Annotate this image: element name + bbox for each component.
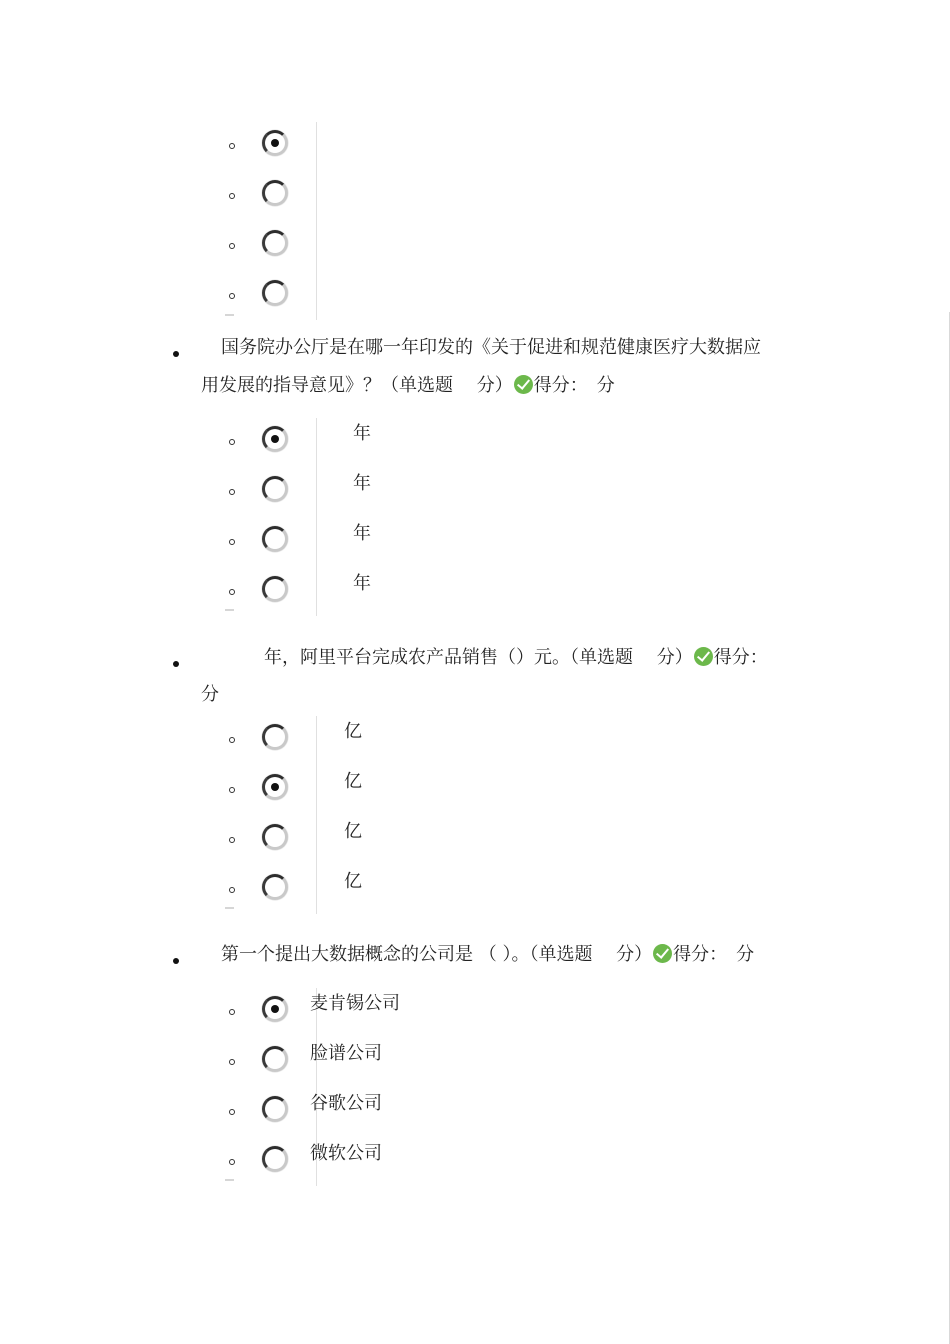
q2-title-line2	[201, 373, 615, 399]
radio-button-icon[interactable]	[262, 1146, 288, 1172]
radio-button-icon[interactable]	[262, 1096, 288, 1122]
q1-option-d[interactable]	[0, 272, 950, 322]
option-bullet-icon	[229, 1059, 235, 1065]
q3-option-a[interactable]	[0, 716, 950, 766]
check-circle-icon	[514, 375, 533, 394]
q3-option-b[interactable]	[0, 766, 950, 816]
q3-title-line2: 分	[201, 684, 219, 705]
option-bullet-icon	[229, 887, 235, 893]
option-bullet-icon	[229, 539, 235, 545]
q4-title-line1	[221, 942, 754, 968]
option-bullet-icon	[229, 439, 235, 445]
q4-title-text: 第一个提出大数据概念的公司是 （ ）。（单选题 分）	[221, 944, 653, 965]
q2-title-line1: 国务院办公厅是在哪一年印发的《关于促进和规范健康医疗大数据应	[221, 337, 761, 358]
q3-title-line1	[264, 645, 768, 671]
question-bullet-icon	[173, 351, 179, 357]
q4-option-b[interactable]	[0, 1038, 950, 1088]
radio-button-icon[interactable]	[262, 180, 288, 206]
option-bullet-icon	[229, 193, 235, 199]
option-label: 脸谱公司	[310, 1043, 382, 1064]
radio-button-icon[interactable]	[262, 774, 288, 800]
q2-option-c[interactable]	[0, 518, 950, 568]
q4-score-label: 得分： 分	[673, 944, 755, 965]
q4-option-c[interactable]	[0, 1088, 950, 1138]
q1-option-a[interactable]	[0, 122, 950, 172]
check-circle-icon	[694, 647, 713, 666]
q4-option-a[interactable]	[0, 988, 950, 1038]
question-bullet-icon	[173, 661, 179, 667]
radio-button-icon[interactable]	[262, 874, 288, 900]
q2-option-d[interactable]	[0, 568, 950, 618]
radio-button-icon[interactable]	[262, 724, 288, 750]
q2-score-label: 得分： 分	[533, 375, 615, 396]
radio-button-icon[interactable]	[262, 824, 288, 850]
radio-button-icon[interactable]	[262, 230, 288, 256]
option-label: 亿	[344, 871, 362, 892]
option-bullet-icon	[229, 837, 235, 843]
option-bullet-icon	[229, 143, 235, 149]
radio-button-icon[interactable]	[262, 130, 288, 156]
q2-option-a[interactable]	[0, 418, 950, 468]
option-bullet-icon	[229, 1109, 235, 1115]
group-end-mark	[225, 609, 234, 611]
option-label: 年	[353, 423, 371, 444]
radio-button-icon[interactable]	[262, 280, 288, 306]
option-label: 微软公司	[310, 1143, 382, 1164]
q3-option-d[interactable]	[0, 866, 950, 916]
option-label: 亿	[344, 721, 362, 742]
group-end-mark	[225, 314, 234, 316]
q2-option-b[interactable]	[0, 468, 950, 518]
radio-button-icon[interactable]	[262, 476, 288, 502]
radio-button-icon[interactable]	[262, 1046, 288, 1072]
option-label: 亿	[344, 821, 362, 842]
option-bullet-icon	[229, 787, 235, 793]
option-bullet-icon	[229, 1009, 235, 1015]
option-label: 亿	[344, 771, 362, 792]
group-end-mark	[225, 907, 234, 909]
q1-option-b[interactable]	[0, 172, 950, 222]
option-label: 年	[353, 573, 371, 594]
radio-button-icon[interactable]	[262, 426, 288, 452]
option-label: 谷歌公司	[310, 1093, 382, 1114]
option-label: 麦肯锡公司	[310, 993, 400, 1014]
question-bullet-icon	[173, 958, 179, 964]
option-bullet-icon	[229, 1159, 235, 1165]
radio-button-icon[interactable]	[262, 996, 288, 1022]
q2-title-text: 用发展的指导意见》？（单选题 分）	[201, 375, 513, 396]
option-label: 年	[353, 523, 371, 544]
option-bullet-icon	[229, 489, 235, 495]
radio-button-icon[interactable]	[262, 526, 288, 552]
q3-option-c[interactable]	[0, 816, 950, 866]
q1-option-c[interactable]	[0, 222, 950, 272]
check-circle-icon	[653, 944, 672, 963]
group-end-mark	[225, 1179, 234, 1181]
option-bullet-icon	[229, 293, 235, 299]
radio-button-icon[interactable]	[262, 576, 288, 602]
option-label: 年	[353, 473, 371, 494]
option-bullet-icon	[229, 737, 235, 743]
q4-option-d[interactable]	[0, 1138, 950, 1188]
q3-score-label: 得分：	[713, 647, 768, 668]
option-bullet-icon	[229, 589, 235, 595]
option-bullet-icon	[229, 243, 235, 249]
q3-title-text: 年，阿里平台完成农产品销售（）元。（单选题 分）	[264, 647, 693, 668]
